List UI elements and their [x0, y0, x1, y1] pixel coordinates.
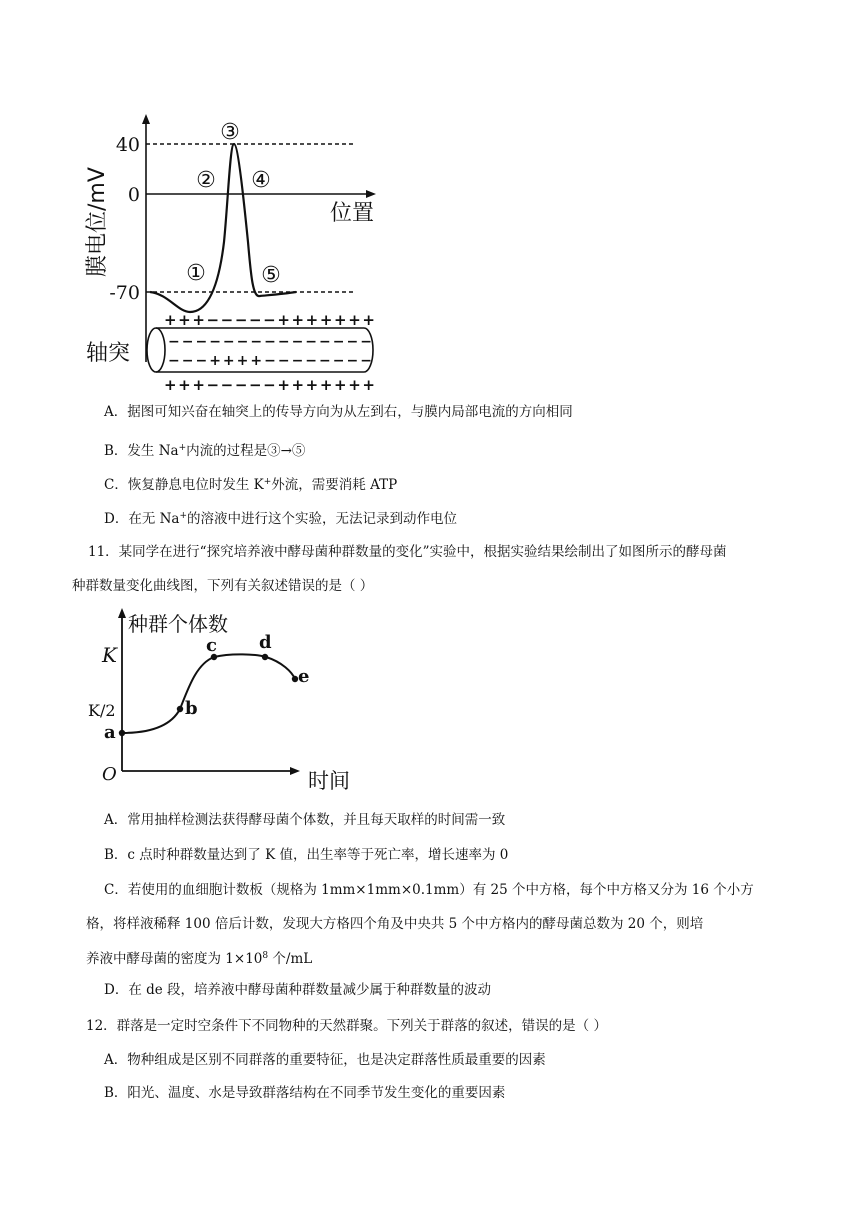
point-a	[119, 730, 125, 736]
stage-label-5: ⑤	[261, 263, 281, 288]
charges-outer-top: +++−−−−−+++++++	[164, 311, 377, 329]
stage-label-3: ③	[220, 120, 240, 145]
option-letter: B．	[104, 443, 128, 459]
option-text: 据图可知兴奋在轴突上的传导方向为从左到右，与膜内局部电流的方向相同	[127, 404, 573, 420]
option-text-post: 个/mL	[268, 951, 313, 967]
point-label-b: b	[185, 698, 198, 719]
action-potential-diagram	[78, 112, 398, 397]
point-label-d: d	[259, 632, 272, 653]
q11-stem-line2: 种群数量变化曲线图，下列有关叙述错误的是（ ）	[72, 578, 374, 594]
action-potential-figure	[78, 112, 398, 397]
option-text-pre: 发生 Na	[127, 443, 179, 459]
point-label-a: a	[104, 722, 116, 743]
q10-option-a	[104, 402, 573, 422]
q11-stem-line1: 11．某同学在进行“探究培养液中酵母菌种群数量的变化”实验中，根据实验结果绘制出了如图所示的酵母菌	[88, 544, 727, 560]
stage-label-1: ①	[186, 261, 206, 286]
tick-neg70: -70	[109, 282, 140, 304]
q10-option-b	[104, 438, 305, 461]
point-label-c: c	[206, 635, 217, 656]
origin-label: O	[102, 764, 117, 785]
superscript: +	[263, 477, 272, 487]
x-axis-arrow	[290, 767, 300, 775]
x-axis-label: 位置	[330, 201, 375, 226]
y-tick-k: K	[102, 643, 117, 667]
axon-end-left	[147, 328, 165, 372]
q11-option-c-line1: C．若使用的血细胞计数板（规格为 1mm×1mm×0.1mm）有 25 个中方格，每个中方格又分为 16 个小方	[104, 882, 754, 898]
superscript: 8	[262, 951, 269, 961]
option-letter: D．	[104, 511, 129, 527]
option-text-post: 内流的过程是③→⑤	[186, 443, 306, 459]
y-axis-arrow	[142, 114, 150, 124]
q11-option-a: A．常用抽样检测法获得酵母菌个体数，并且每天取样的时间需一致	[104, 812, 506, 828]
q11-option-c-line2: 格，将样液稀释 100 倍后计数，发现大方格四个角及中央共 5 个中方格内的酵母菌总数为 20 个，则培	[86, 916, 704, 932]
population-growth-chart	[88, 604, 366, 800]
charges-outer-bottom: +++−−−−−+++++++	[164, 376, 377, 394]
charges-inner-upper: −−−−−−−−−−−−−−−	[168, 334, 374, 350]
q11-option-c-line3	[86, 946, 312, 969]
q11-option-d: D．在 de 段，培养液中酵母菌种群数量减少属于种群数量的波动	[104, 982, 492, 998]
superscript: +	[179, 511, 188, 521]
point-label-e: e	[298, 666, 310, 687]
y-tick-k2: K/2	[88, 701, 116, 720]
q12-option-a: A．物种组成是区别不同群落的重要特征，也是决定群落性质最重要的因素	[104, 1052, 546, 1068]
stage-label-4: ④	[251, 168, 271, 193]
x-axis-arrow	[366, 190, 376, 198]
option-letter: C．	[104, 477, 128, 493]
q10-option-c	[104, 472, 397, 495]
charges-inner-lower: −−−++++−−−−−−−−	[168, 353, 374, 369]
stage-label-2: ②	[196, 168, 216, 193]
option-text-pre: 在无 Na	[128, 511, 180, 527]
population-growth-figure	[88, 604, 366, 800]
population-curve	[122, 654, 295, 733]
option-text-post: 的溶液中进行这个实验，无法记录到动作电位	[187, 511, 458, 527]
option-letter: A．	[104, 404, 128, 420]
point-d	[262, 654, 268, 660]
q10-option-d	[104, 506, 457, 529]
tick-40: 40	[115, 134, 140, 156]
superscript: +	[178, 443, 187, 453]
option-text-pre: 养液中酵母菌的密度为 1×10	[86, 951, 263, 967]
axon-label: 轴突	[86, 341, 131, 366]
x-axis-label: 时间	[308, 769, 350, 793]
tick-0: 0	[127, 184, 140, 206]
option-text-post: 外流，需要消耗 ATP	[271, 477, 398, 493]
option-text-pre: 恢复静息电位时发生 K	[127, 477, 264, 493]
y-axis-arrow	[118, 608, 126, 618]
q12-stem: 12．群落是一定时空条件下不同物种的天然群聚。下列关于群落的叙述，错误的是（ ）	[86, 1018, 607, 1034]
y-axis-label: 膜电位/mV	[85, 167, 110, 277]
y-axis-label: 种群个体数	[128, 612, 228, 636]
q12-option-b: B．阳光、温度、水是导致群落结构在不同季节发生变化的重要因素	[104, 1085, 506, 1101]
q11-option-b: B．c 点时种群数量达到了 K 值，出生率等于死亡率，增长速率为 0	[104, 847, 509, 863]
point-b	[177, 706, 183, 712]
